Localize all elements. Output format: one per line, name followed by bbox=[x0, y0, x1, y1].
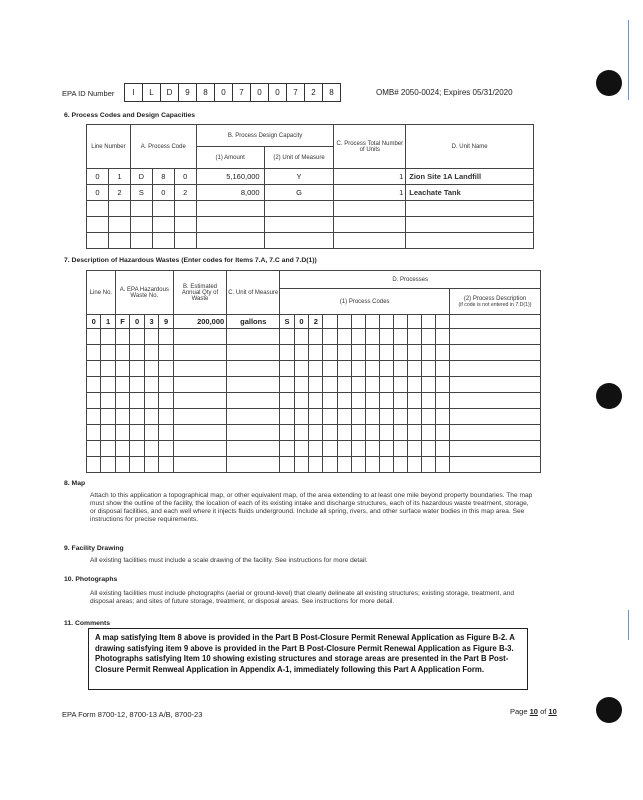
cell: S bbox=[280, 315, 294, 329]
epa-id-digit: I bbox=[125, 84, 143, 101]
cell: 1 bbox=[334, 185, 406, 201]
cell: 2 bbox=[309, 315, 323, 329]
cell: G bbox=[264, 185, 334, 201]
section-7-title: 7. Description of Hazardous Wastes (Enter codes for Items 7.A, 7.C and 7.D(1)) bbox=[64, 257, 317, 264]
epa-id-digit: 8 bbox=[197, 84, 215, 101]
epa-id-boxes bbox=[124, 83, 341, 102]
epa-id-digit: 0 bbox=[251, 84, 269, 101]
table-row bbox=[87, 457, 541, 473]
page-total: 10 bbox=[548, 707, 557, 716]
comments-box: A map satisfying Item 8 above is provided in the Part B Post-Closure Permit Renewal Application as Figure B-2. A drawing satisfying item 9 above is provided in the Part B Post-Closure Permit Renewal Application as Figure B-3. Photographs satisfying Item 10 showing existing structures and storage areas are presented in the Part B Post-Closure Permit Renweal Application in Appendix A-1, immediately following this Part A Application Form. bbox=[88, 628, 528, 690]
table-row bbox=[87, 169, 534, 185]
section-11-title: 11. Comments bbox=[64, 620, 111, 627]
epa-id-digit: 0 bbox=[215, 84, 233, 101]
hazardous-wastes-table bbox=[86, 270, 541, 473]
col-est-qty: B. Estimated Annual Qty of Waste bbox=[173, 271, 226, 315]
table-row bbox=[87, 185, 534, 201]
epa-id-label: EPA ID Number bbox=[62, 89, 115, 98]
col-process-total: C. Process Total Number of Units bbox=[334, 125, 406, 169]
cell: 2 bbox=[108, 185, 130, 201]
page-label: Page bbox=[510, 707, 528, 716]
cell: gallons bbox=[227, 315, 280, 329]
cell: 0 bbox=[294, 315, 308, 329]
margin-mark-top bbox=[628, 20, 629, 100]
table-row bbox=[87, 345, 541, 361]
cell: D bbox=[130, 169, 152, 185]
cell: 3 bbox=[144, 315, 159, 329]
cell: 0 bbox=[87, 315, 101, 329]
cell: 0 bbox=[130, 315, 145, 329]
col-waste-no: A. EPA Hazardous Waste No. bbox=[115, 271, 173, 315]
epa-id-digit: 7 bbox=[287, 84, 305, 101]
epa-id-digit: 7 bbox=[233, 84, 251, 101]
cell: Y bbox=[264, 169, 334, 185]
epa-id-digit: L bbox=[143, 84, 161, 101]
epa-id-digit: D bbox=[161, 84, 179, 101]
table-row bbox=[87, 425, 541, 441]
cell: F bbox=[115, 315, 130, 329]
margin-mark-bottom bbox=[628, 610, 629, 640]
epa-id-digit: 8 bbox=[329, 88, 334, 97]
col-line-number: Line Number bbox=[87, 125, 131, 169]
of-label: of bbox=[540, 707, 547, 716]
table-row bbox=[87, 315, 541, 329]
col-unit-name: D. Unit Name bbox=[406, 125, 534, 169]
col-unit-measure: C. Unit of Measure bbox=[227, 271, 280, 315]
col-process-description-label: (2) Process Description bbox=[463, 295, 527, 302]
table-row bbox=[87, 217, 534, 233]
cell: 5,160,000 bbox=[196, 169, 264, 185]
col-process-description-note: (if code is not entered in 7.D(1)) bbox=[458, 301, 532, 308]
col-process-description bbox=[450, 289, 541, 315]
section-9-title: 9. Facility Drawing bbox=[64, 545, 124, 552]
cell: 1 bbox=[101, 315, 115, 329]
col-process-codes: (1) Process Codes bbox=[280, 289, 450, 315]
page-indicator bbox=[510, 707, 557, 716]
section-9-text: All existing facilities must include a scale drawing of the facility. See instructions for more detail. bbox=[90, 557, 368, 564]
punch-hole-top bbox=[596, 70, 622, 96]
cell: Zion Site 1A Landfill bbox=[406, 169, 534, 185]
cell: 2 bbox=[174, 185, 196, 201]
table-row bbox=[87, 393, 541, 409]
section-8-text: Attach to this application a topographical map, or other equivalent map, of the area extending to at least one mile beyond property boundaries. The map must show the outline of the facility, the location of each of its existing intake and discharge structures, each of its hazardous waste treatment, storage, or disposal facilities, and each well where it injects fluids underground. Include all spring, rivers, and other surface water bodies in this map area. See instructions for precise requirements. bbox=[90, 492, 533, 523]
cell: 8,000 bbox=[196, 185, 264, 201]
cell: S bbox=[130, 185, 152, 201]
cell: 1 bbox=[334, 169, 406, 185]
col-unit-of-measure: (2) Unit of Measure bbox=[264, 147, 334, 169]
form-number: EPA Form 8700-12, 8700-13 A/B, 8700-23 bbox=[62, 710, 203, 719]
table-row bbox=[87, 441, 541, 457]
punch-hole-bottom bbox=[596, 697, 622, 723]
punch-hole-middle bbox=[596, 383, 622, 409]
epa-id-digit: 0 bbox=[269, 84, 287, 101]
cell: 200,000 bbox=[173, 315, 226, 329]
process-codes-table bbox=[86, 124, 534, 249]
cell: 0 bbox=[174, 169, 196, 185]
page-number: 10 bbox=[529, 707, 538, 716]
col-amount: (1) Amount bbox=[196, 147, 264, 169]
cell: 0 bbox=[87, 169, 109, 185]
col-design-capacity: B. Process Design Capacity bbox=[196, 125, 334, 147]
section-8-title: 8. Map bbox=[64, 480, 86, 487]
cell: 0 bbox=[87, 185, 109, 201]
table-row bbox=[87, 329, 541, 345]
epa-id-digit: 2 bbox=[305, 84, 323, 101]
section-10-text: All existing facilities must include photographs (aerial or ground-level) that clearly delineate all existing structures; existing storage, treatment, and disposal areas; and sites of future storage, treatment, or disposal areas. See instructions for more detail. bbox=[90, 590, 515, 605]
table-row bbox=[87, 377, 541, 393]
section-10-title: 10. Photographs bbox=[64, 576, 118, 583]
table-row bbox=[87, 409, 541, 425]
cell: 0 bbox=[152, 185, 174, 201]
col-processes: D. Processes bbox=[280, 271, 541, 289]
epa-id-digit: 9 bbox=[179, 84, 197, 101]
col-line-no: Line No. bbox=[87, 271, 116, 315]
table-row bbox=[87, 233, 534, 249]
cell: 9 bbox=[159, 315, 174, 329]
omb-number: OMB# 2050-0024; Expires 05/31/2020 bbox=[376, 88, 513, 97]
table-row bbox=[87, 201, 534, 217]
section-6-title: 6. Process Codes and Design Capacities bbox=[64, 112, 196, 119]
col-process-code: A. Process Code bbox=[130, 125, 196, 169]
cell: 8 bbox=[152, 169, 174, 185]
cell: 1 bbox=[108, 169, 130, 185]
cell: Leachate Tank bbox=[406, 185, 534, 201]
table-row bbox=[87, 361, 541, 377]
